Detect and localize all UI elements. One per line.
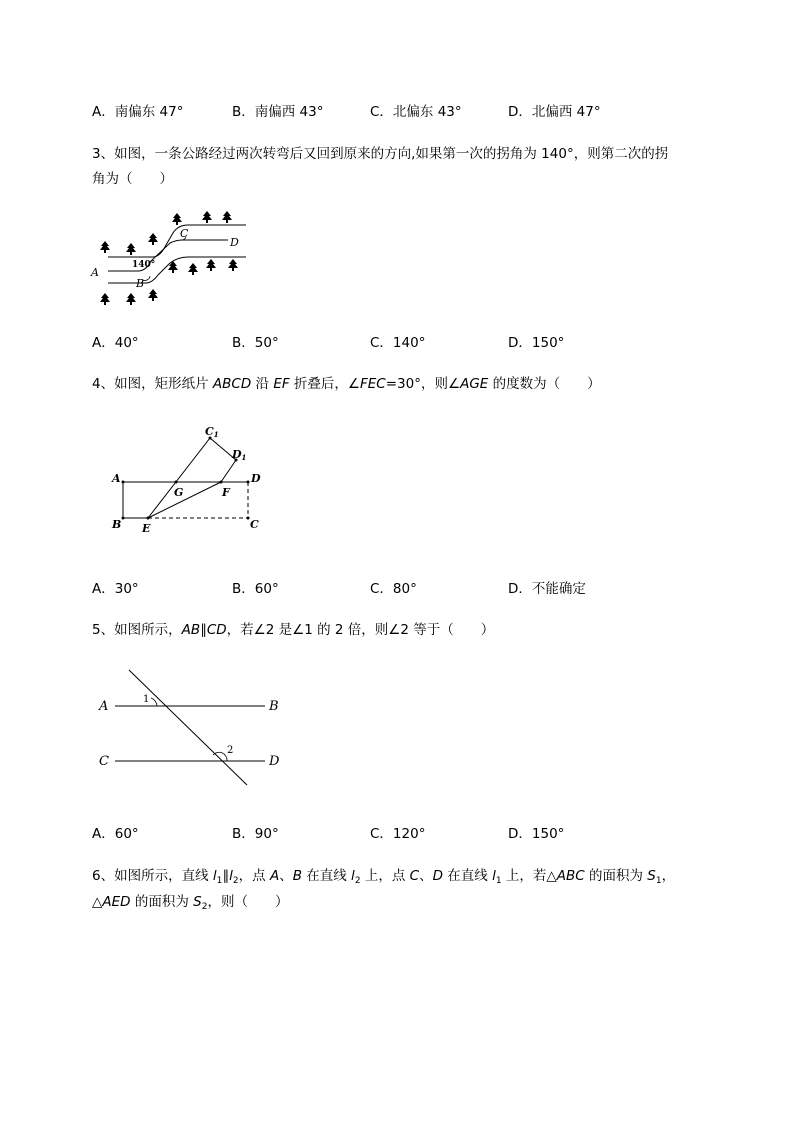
q4-fec: FEC — [360, 376, 386, 392]
q4-stem: 4、如图，矩形纸片 ABCD 沿 EF 折叠后，∠FEC=30°，则∠AGE 的度数为（ ） — [92, 376, 601, 392]
q4-label-d1: D1 — [232, 448, 247, 462]
q4-ef: EF — [273, 376, 290, 392]
q6-stem-line1: 6、如图所示，直线 $l_1\parallel l_2$，点 A、B 在直线 $l_2$ 上，点 C、D 在直线 $l_1$ 上，若△ABC 的面积为 $S_1$， — [92, 868, 676, 886]
q5-label-c: C — [99, 754, 109, 769]
q5-option-b: B．90° — [232, 826, 279, 842]
q4-option-b: B．60° — [232, 581, 279, 597]
q4-abcd: ABCD — [212, 376, 252, 392]
q3-stem-line2: 角为（ ） — [92, 171, 173, 187]
q3-option-a: A．40° — [92, 335, 139, 351]
q4-label-e: E — [142, 522, 151, 535]
q4-label-c: C — [250, 518, 259, 531]
q4-age: AGE — [460, 376, 489, 392]
q4-label-d: D — [251, 472, 261, 485]
q4-label-c1: C1 — [205, 425, 219, 439]
q2-option-c: C．北偏东 43° — [370, 104, 462, 120]
q4-label-b: B — [112, 518, 122, 531]
q5-ab: AB — [181, 622, 201, 638]
q5-option-a: A．60° — [92, 826, 139, 842]
q3-label-b: B — [136, 277, 145, 290]
q6-stem-line2: △AED 的面积为 $S_2$，则（ ） — [92, 894, 289, 912]
q3-label-c: C — [180, 227, 189, 240]
q5-label-b: B — [269, 699, 279, 714]
q5-parallel-figure — [95, 665, 295, 790]
q3-option-c: C．140° — [370, 335, 426, 351]
q4-option-a: A．30° — [92, 581, 139, 597]
q5-stem: 5、如图所示，AB∥CD，若∠2 是∠1 的 2 倍，则∠2 等于（ ） — [92, 622, 495, 638]
q5-angle-1: 1 — [143, 694, 150, 705]
q5-label-a: A — [99, 699, 109, 714]
q3-option-d: D．150° — [508, 335, 565, 351]
q3-option-b: B．50° — [232, 335, 279, 351]
q2-option-a: A．南偏东 47° — [92, 104, 184, 120]
q4-label-a: A — [112, 472, 121, 485]
q5-option-c: C．120° — [370, 826, 426, 842]
q2-option-b: B．南偏西 43° — [232, 104, 324, 120]
q2-option-d: D．北偏西 47° — [508, 104, 601, 120]
q3-label-d: D — [230, 236, 239, 249]
q3-stem-line1: 3、如图，一条公路经过两次转弯后又回到原来的方向,如果第一次的拐角为 140°，则第二次的拐 — [92, 146, 669, 162]
q5-label-d: D — [269, 754, 280, 769]
q5-angle-2: 2 — [227, 745, 234, 756]
q3-road-figure — [88, 205, 268, 310]
q4-option-c: C．80° — [370, 581, 417, 597]
q5-cd: CD — [206, 622, 227, 638]
q3-angle-label: 140° — [132, 260, 156, 270]
q5-option-d: D．150° — [508, 826, 565, 842]
q4-fold-figure — [108, 420, 278, 540]
q3-label-a: A — [91, 266, 99, 279]
q4-option-d: D．不能确定 — [508, 581, 586, 597]
q4-label-g: G — [174, 486, 184, 499]
q4-label-f: F — [222, 486, 230, 499]
